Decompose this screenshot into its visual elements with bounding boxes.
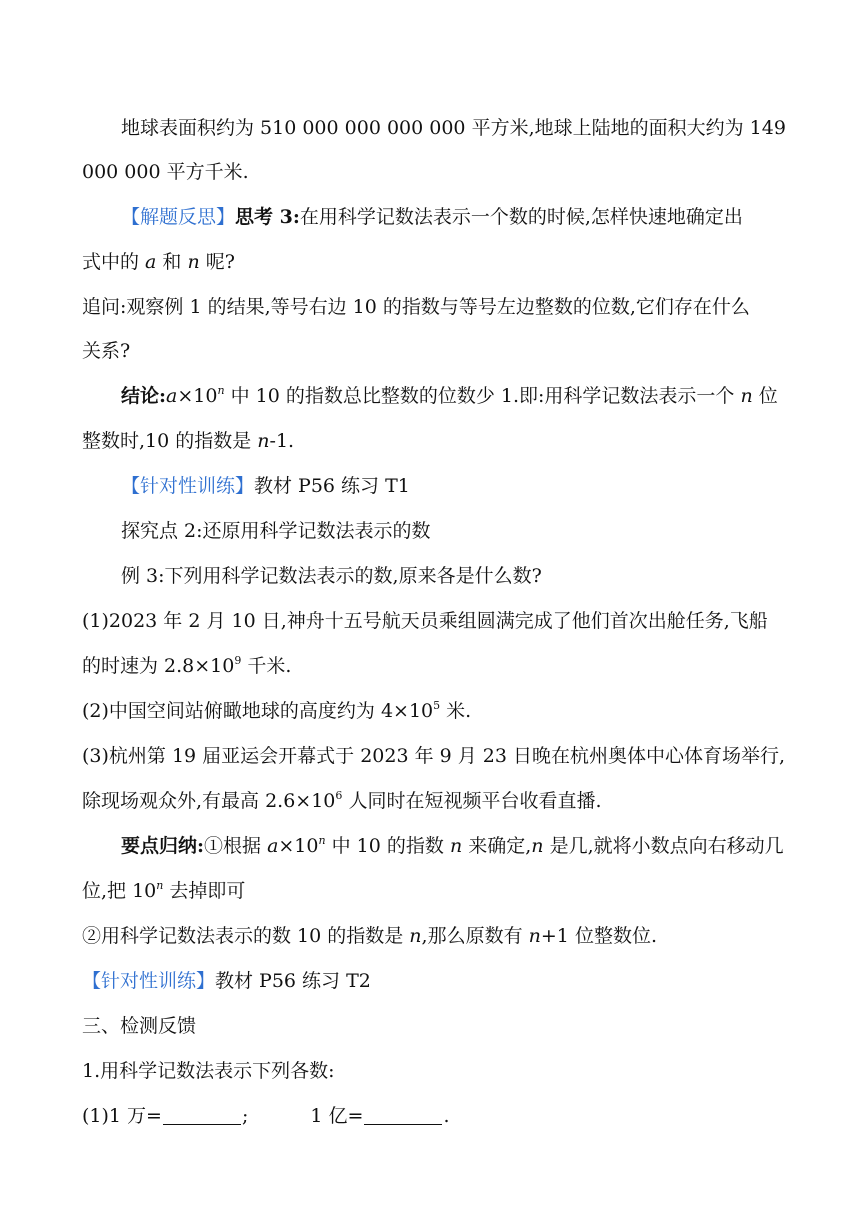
keypoints-text: ①根据: [204, 835, 268, 857]
followup-line1: 追问:观察例 1 的结果,等号右边 10 的指数与等号左边整数的位数,它们存在什么: [82, 296, 750, 318]
example3-heading: 例 3:下列用科学记数法表示的数,原来各是什么数?: [121, 565, 542, 587]
reflection-text: 在用科学记数法表示一个数的时候,怎样快速地确定出: [299, 206, 743, 228]
training2-line: [82, 968, 820, 994]
training1-tag: 【针对性训练】: [121, 475, 255, 497]
question3-text: 除现场观众外,有最高 2.6×10: [82, 790, 336, 812]
conclusion-line2: [82, 428, 820, 454]
followup-line2: 关系?: [82, 340, 131, 362]
conclusion-line2-end: -1.: [269, 430, 295, 452]
keypoints-line3-text: ②用科学记数法表示的数 10 的指数是: [82, 925, 410, 947]
reflection-line2-end: 呢?: [199, 251, 235, 273]
keypoints-line1: [121, 833, 820, 859]
reflection-line2-text: 式中的: [82, 251, 146, 273]
keypoints-mid: 中 10 的指数: [325, 835, 450, 857]
keypoints-line3-mid: ,那么原数有: [421, 925, 529, 947]
keypoints-label: 要点归纳:: [121, 835, 205, 857]
keypoints-mid2: 来确定,: [462, 835, 532, 857]
keypoints-n2: n: [531, 835, 544, 857]
exercise1b-label: 1 亿=: [310, 1105, 364, 1127]
exercise1-prompt: 1.用科学记数法表示下列各数:: [82, 1060, 335, 1082]
section3-heading: 三、检测反馈: [82, 1015, 197, 1037]
exercise1b-end: .: [443, 1105, 450, 1127]
reflection-line2: [82, 249, 820, 275]
training1-line: [121, 473, 820, 499]
reflection-line1: [121, 204, 820, 230]
conclusion-line2-text: 整数时,10 的指数是: [82, 430, 258, 452]
keypoints-n1: n: [449, 835, 463, 857]
conclusion-label: 结论:: [121, 385, 167, 407]
conclusion-exponent: n: [217, 384, 225, 397]
question3-end: 人同时在短视频平台收看直播.: [342, 790, 602, 812]
think-label: 思考 3:: [235, 206, 300, 228]
conclusion-a: a: [166, 385, 178, 407]
training1-text: 教材 P56 练习 T1: [254, 475, 410, 497]
keypoints-line2-text: 位,把 10: [82, 880, 157, 902]
question3-line1: (3)杭州第 19 届亚运会开幕式于 2023 年 9 月 23 日晚在杭州奥体中心体育场举行,: [82, 745, 786, 767]
exercise1a-end: ;: [241, 1105, 249, 1127]
keypoints-exponent: n: [318, 834, 326, 847]
question1-exponent: 9: [234, 654, 242, 667]
and-text: 和: [156, 251, 188, 273]
keypoints-line3-end: +1 位整数位.: [540, 925, 657, 947]
conclusion-line1: [121, 383, 820, 409]
keypoints-end: 是几,就将小数点向右移动几: [543, 835, 784, 857]
var-a: a: [145, 251, 157, 273]
keypoints-times10: ×10: [278, 835, 319, 857]
conclusion-n: n: [740, 385, 753, 407]
keypoints-a: a: [267, 835, 279, 857]
question3-line2: [82, 788, 820, 814]
conclusion-text: 中 10 的指数总比整数的位数少 1.即:用科学记数法表示一个: [224, 385, 741, 407]
question2-line: [82, 698, 820, 724]
answer-blank-1[interactable]: [163, 1106, 241, 1125]
question2-end: 米.: [440, 700, 472, 722]
var-n: n: [187, 251, 200, 273]
question3-exponent: 6: [335, 789, 343, 802]
keypoints-line2-exponent: n: [156, 879, 164, 892]
question1-line2: [82, 653, 820, 679]
conclusion-end: 位: [752, 385, 778, 407]
point2-heading: 探究点 2:还原用科学记数法表示的数: [121, 520, 431, 542]
question2-exponent: 5: [433, 699, 441, 712]
conclusion-line2-n: n: [257, 430, 270, 452]
keypoints-line2: [82, 878, 820, 904]
keypoints-line3-n: n: [409, 925, 422, 947]
training2-text: 教材 P56 练习 T2: [215, 970, 371, 992]
question2-text: (2)中国空间站俯瞰地球的高度约为 4×10: [82, 700, 434, 722]
question1-line1: (1)2023 年 2 月 10 日,神舟十五号航天员乘组圆满完成了他们首次出舱任务,飞船: [82, 610, 768, 632]
question1-end: 千米.: [241, 655, 292, 677]
keypoints-line3: [82, 923, 820, 949]
question1-text: 的时速为 2.8×10: [82, 655, 235, 677]
keypoints-line3-n2: n: [528, 925, 541, 947]
conclusion-times10: ×10: [177, 385, 218, 407]
reflection-tag: 【解题反思】: [121, 206, 236, 228]
exercise1a-label: (1)1 万=: [82, 1105, 162, 1127]
paragraph-earth-area-line2: 000 000 平方千米.: [82, 161, 249, 183]
exercise1-items: [82, 1103, 820, 1129]
paragraph-earth-area-line1: 地球表面积约为 510 000 000 000 000 平方米,地球上陆地的面积大约为 149: [121, 117, 786, 139]
keypoints-line2-end: 去掉即可: [163, 880, 246, 902]
training2-tag: 【针对性训练】: [82, 970, 216, 992]
answer-blank-2[interactable]: [364, 1106, 442, 1125]
